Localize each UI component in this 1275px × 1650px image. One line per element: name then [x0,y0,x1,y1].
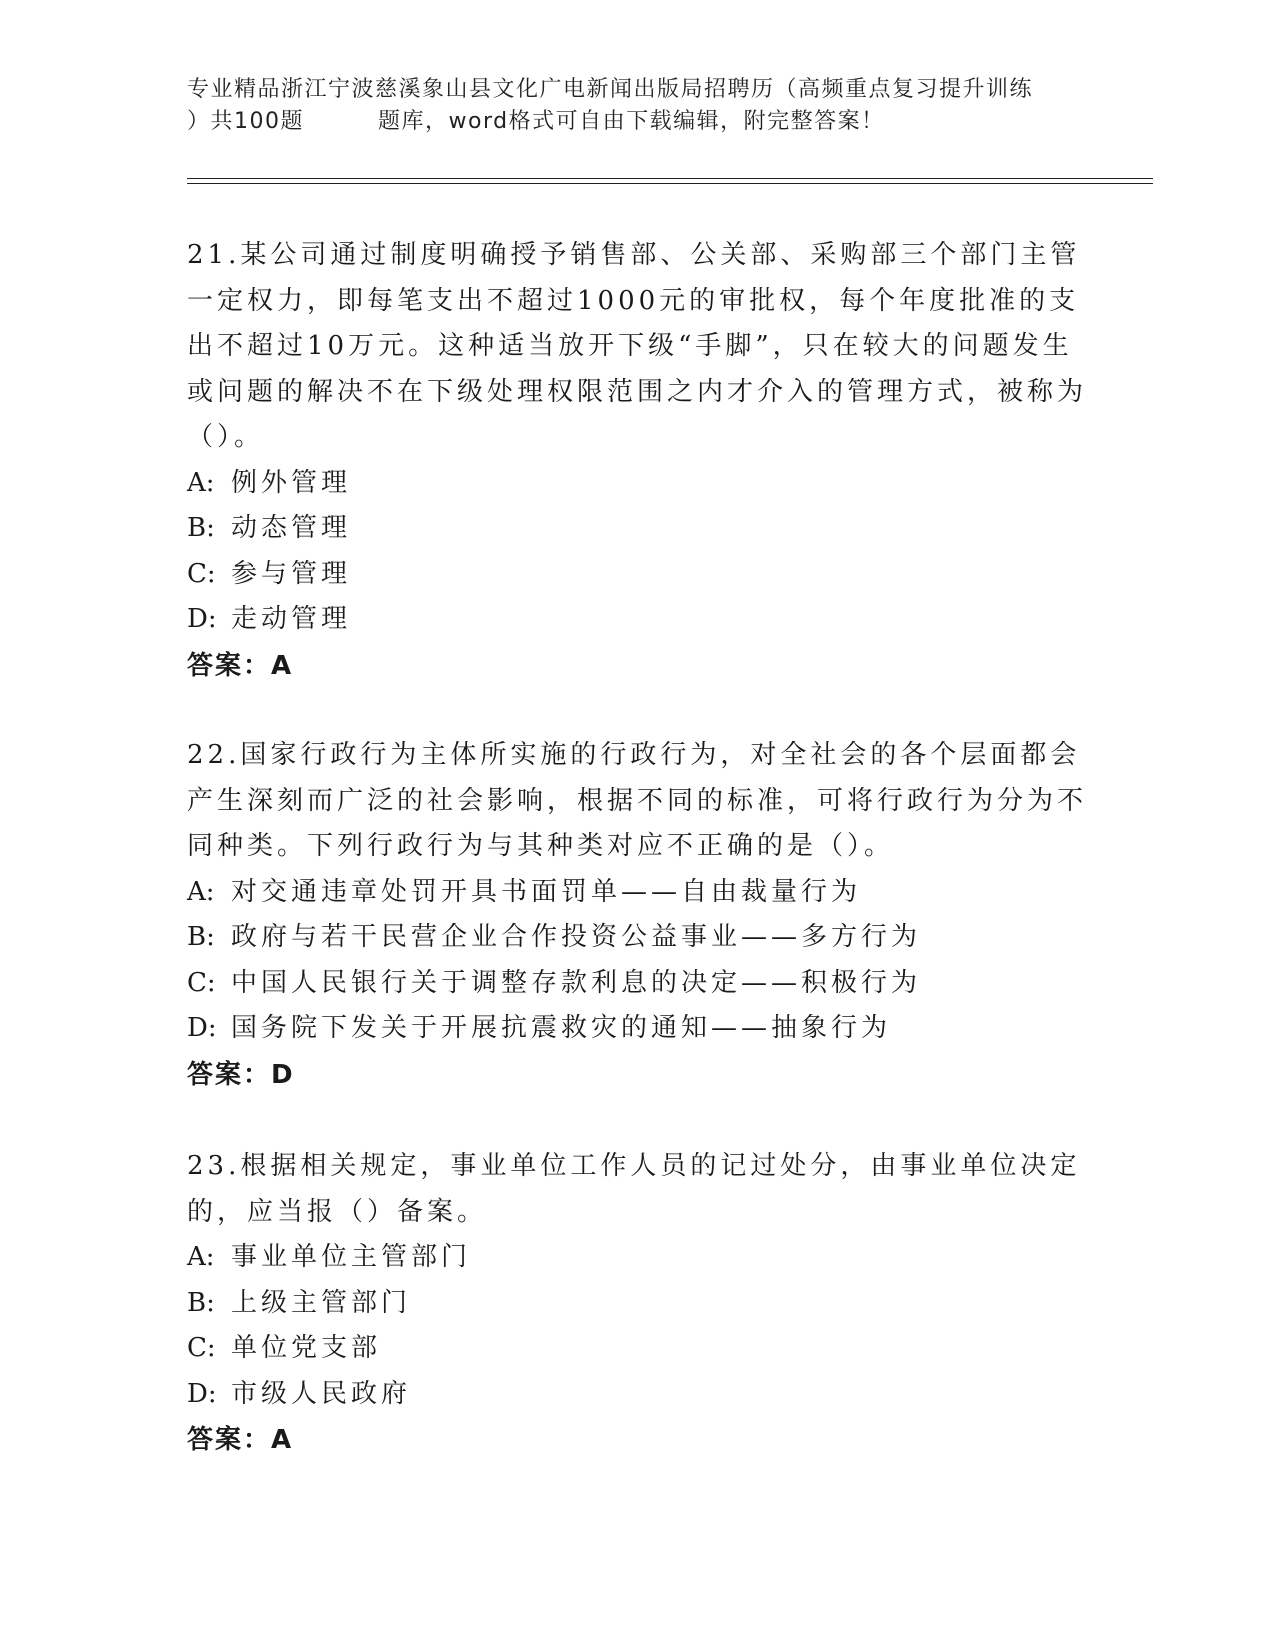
option-d [187,1006,1087,1052]
header-description: 题库，word格式可自由下载编辑，附完整答案！ [378,109,885,134]
option-text: 国务院下发关于开展抗震救灾的通知——抽象行为 [231,1013,892,1043]
option-text: 例外管理 [231,467,352,498]
option-text: 上级主管部门 [231,1287,412,1318]
option-d [187,1372,1087,1418]
option-key: D: [187,1378,217,1409]
option-key: C: [187,558,216,589]
option-key: B: [187,1287,215,1318]
header-divider-bottom [187,183,1153,184]
option-key: A: [187,1242,215,1272]
question-21 [187,233,1087,689]
option-a [187,870,1087,916]
option-text: 对交通违章处罚开具书面罚单——自由裁量行为 [231,876,862,907]
option-text: 参与管理 [231,558,352,589]
question-stem: 22.国家行政行为主体所实施的行政行为，对全社会的各个层面都会产生深刻而广泛的社会影响，根据不同的标准，可将行政行为分为不同种类。下列行政行为与其种类对应不正确的是（）。 [187,740,1088,861]
option-a [187,1235,1087,1281]
option-b [187,915,1087,961]
option-d [187,597,1087,643]
option-a [187,461,1087,507]
answer: 答案：D [187,1059,295,1090]
answer: 答案：A [187,650,294,681]
option-text: 走动管理 [231,604,352,634]
option-key: C: [187,1333,216,1363]
option-c [187,1326,1087,1372]
option-key: D: [187,604,217,634]
option-key: B: [187,513,215,543]
option-text: 市级人民政府 [231,1378,412,1409]
option-b [187,506,1087,552]
header-divider-top [187,178,1153,179]
question-stem: 23.根据相关规定，事业单位工作人员的记过处分，由事业单位决定的，应当报（）备案。 [187,1151,1081,1227]
question-stem: 21.某公司通过制度明确授予销售部、公关部、采购部三个部门主管一定权力，即每笔支出不超过1000元的审批权，每个年度批准的支出不超过10万元。这种适当放开下级“手脚”，只在较大的问题发生或问题的解决不在下级处理权限范围之内才介入的管理方式，被称为（）。 [187,240,1088,452]
answer: 答案：A [187,1425,294,1455]
header-title-line-2 [187,106,1087,138]
option-key: A: [187,467,215,498]
option-key: C: [187,967,216,998]
option-text: 政府与若干民营企业合作投资公益事业——多方行为 [231,922,922,952]
option-text: 单位党支部 [231,1333,382,1363]
header-count: ）共100题 [187,109,304,134]
option-text: 中国人民银行关于调整存款利息的决定——积极行为 [231,967,922,998]
option-b [187,1281,1087,1327]
option-key: D: [187,1013,217,1043]
question-23 [187,1144,1087,1463]
question-22 [187,733,1087,1098]
option-key: A: [187,876,215,907]
header-title-line-1: 专业精品浙江宁波慈溪象山县文化广电新闻出版局招聘历（高频重点复习提升训练 [187,77,1034,102]
document-header [187,74,1087,138]
option-key: B: [187,922,215,952]
option-c [187,961,1087,1007]
option-text: 动态管理 [231,513,352,543]
option-c [187,552,1087,598]
option-text: 事业单位主管部门 [231,1242,472,1272]
